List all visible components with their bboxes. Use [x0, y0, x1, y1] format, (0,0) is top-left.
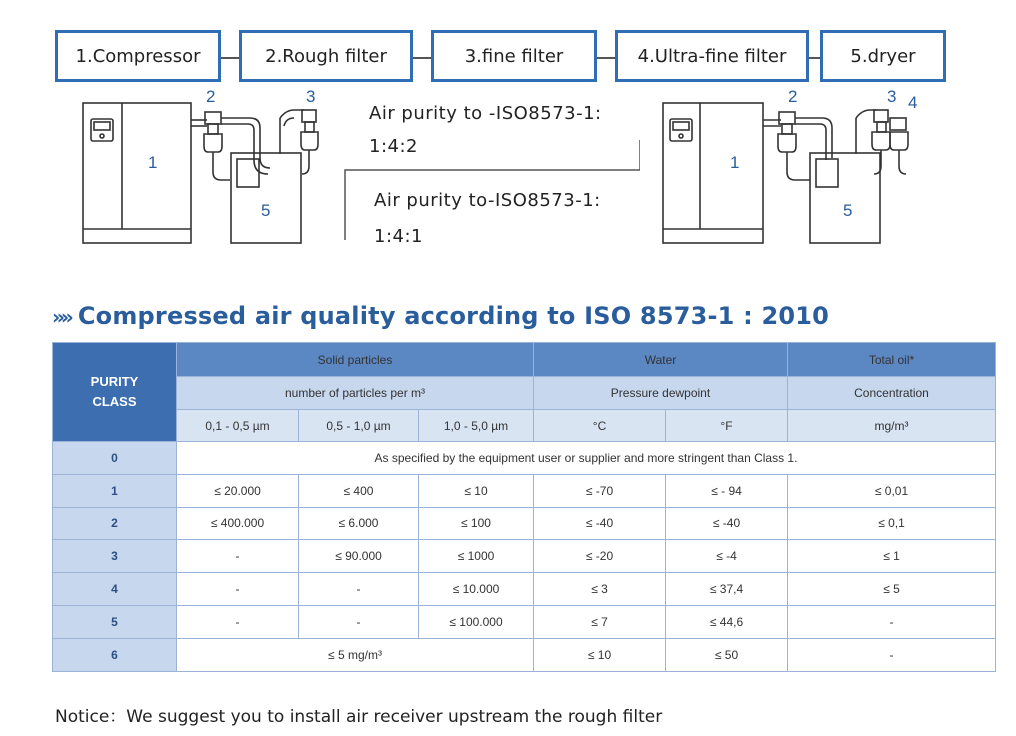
table-cell: ≤ 90.000 [299, 540, 419, 573]
table-cell: ≤ 1000 [419, 540, 534, 573]
table-cell: ≤ 5 mg/m³ [177, 638, 534, 671]
purity-note-141-line1: Air purity to-ISO8573-1: [374, 190, 601, 211]
diagram-label: 1 [148, 153, 158, 172]
table-cell: ≤ 3 [534, 573, 666, 606]
particles-per-m3-header: number of particles per m³ [177, 377, 534, 410]
table-cell: - [788, 638, 996, 671]
table-cell: ≤ 400.000 [177, 507, 299, 540]
diagram-label: 2 [788, 88, 798, 106]
table-row [53, 638, 996, 671]
table-cell: - [177, 540, 299, 573]
table-cell: ≤ -40 [534, 507, 666, 540]
step-compressor: 1.Compressor [55, 30, 221, 82]
diagram-label: 3 [306, 88, 316, 106]
table-row [53, 442, 996, 475]
table-row [53, 605, 996, 638]
table-row [53, 540, 996, 573]
class-cell: 3 [53, 540, 177, 573]
total-oil-header: Total oil* [788, 343, 996, 377]
table-cell: ≤ 10 [534, 638, 666, 671]
purity-class-header: PURITY CLASS [53, 343, 177, 442]
table-cell: ≤ 1 [788, 540, 996, 573]
class0-description: As specified by the equipment user or supplier and more stringent than Class 1. [177, 442, 996, 475]
step-ultra-fine-filter: 4.Ultra-fine filter [615, 30, 809, 82]
table-cell: ≤ 6.000 [299, 507, 419, 540]
diagram-label: 5 [843, 201, 853, 220]
table-cell: ≤ 400 [299, 474, 419, 507]
connector [413, 57, 431, 59]
table-cell: - [177, 573, 299, 606]
table-row [53, 474, 996, 507]
unit-header: °F [666, 410, 788, 442]
step-rough-filter: 2.Rough filter [239, 30, 413, 82]
table-cell: ≤ -20 [534, 540, 666, 573]
right-system-diagram [660, 88, 940, 248]
purity-note-142-line1: Air purity to -ISO8573-1: [369, 103, 602, 124]
diagram-label: 1 [730, 153, 740, 172]
solid-particles-header: Solid particles [177, 343, 534, 377]
table-row [53, 507, 996, 540]
step-dryer: 5.dryer [820, 30, 946, 82]
class-cell: 2 [53, 507, 177, 540]
table-cell: - [177, 605, 299, 638]
chevrons-icon: »» [52, 305, 70, 329]
connector [597, 57, 615, 59]
class-cell: 6 [53, 638, 177, 671]
diagram-label: 5 [261, 201, 271, 220]
class-cell: 4 [53, 573, 177, 606]
table-cell: ≤ 50 [666, 638, 788, 671]
table-row [53, 573, 996, 606]
table-cell: ≤ 5 [788, 573, 996, 606]
section-heading [52, 302, 829, 330]
unit-header: 1,0 - 5,0 µm [419, 410, 534, 442]
table-cell: ≤ -40 [666, 507, 788, 540]
table-cell: ≤ 44,6 [666, 605, 788, 638]
unit-header: 0,1 - 0,5 µm [177, 410, 299, 442]
table-cell: ≤ 0,01 [788, 474, 996, 507]
notice-text: Notice：We suggest you to install air receiver upstream the rough filter [55, 707, 663, 727]
table-cell: ≤ 100 [419, 507, 534, 540]
table-cell: ≤ 100.000 [419, 605, 534, 638]
step-fine-filter: 3.fine filter [431, 30, 597, 82]
table-cell: ≤ 10.000 [419, 573, 534, 606]
table-cell: ≤ 10 [419, 474, 534, 507]
table-cell: ≤ -4 [666, 540, 788, 573]
diagram-label: 2 [206, 88, 216, 106]
connector [221, 57, 239, 59]
unit-header: °C [534, 410, 666, 442]
table-cell: ≤ 0,1 [788, 507, 996, 540]
pressure-dewpoint-header: Pressure dewpoint [534, 377, 788, 410]
unit-header: mg/m³ [788, 410, 996, 442]
diagram-label: 3 [887, 88, 897, 106]
table-cell: ≤ 7 [534, 605, 666, 638]
diagram-label: 4 [908, 93, 918, 112]
table-cell: ≤ - 94 [666, 474, 788, 507]
class-cell: 1 [53, 474, 177, 507]
table-cell: - [299, 573, 419, 606]
table-cell: - [788, 605, 996, 638]
table-cell: - [299, 605, 419, 638]
concentration-header: Concentration [788, 377, 996, 410]
purity-note-142-line2: 1:4:2 [369, 136, 418, 157]
class-cell: 0 [53, 442, 177, 475]
table-cell: ≤ 20.000 [177, 474, 299, 507]
iso-quality-table [52, 342, 996, 672]
purity-note-141-line2: 1:4:1 [374, 226, 423, 247]
unit-header: 0,5 - 1,0 µm [299, 410, 419, 442]
water-header: Water [534, 343, 788, 377]
heading-title: Compressed air quality according to ISO 8573-1 : 2010 [77, 302, 830, 330]
table-cell: ≤ 37,4 [666, 573, 788, 606]
class-cell: 5 [53, 605, 177, 638]
table-cell: ≤ -70 [534, 474, 666, 507]
